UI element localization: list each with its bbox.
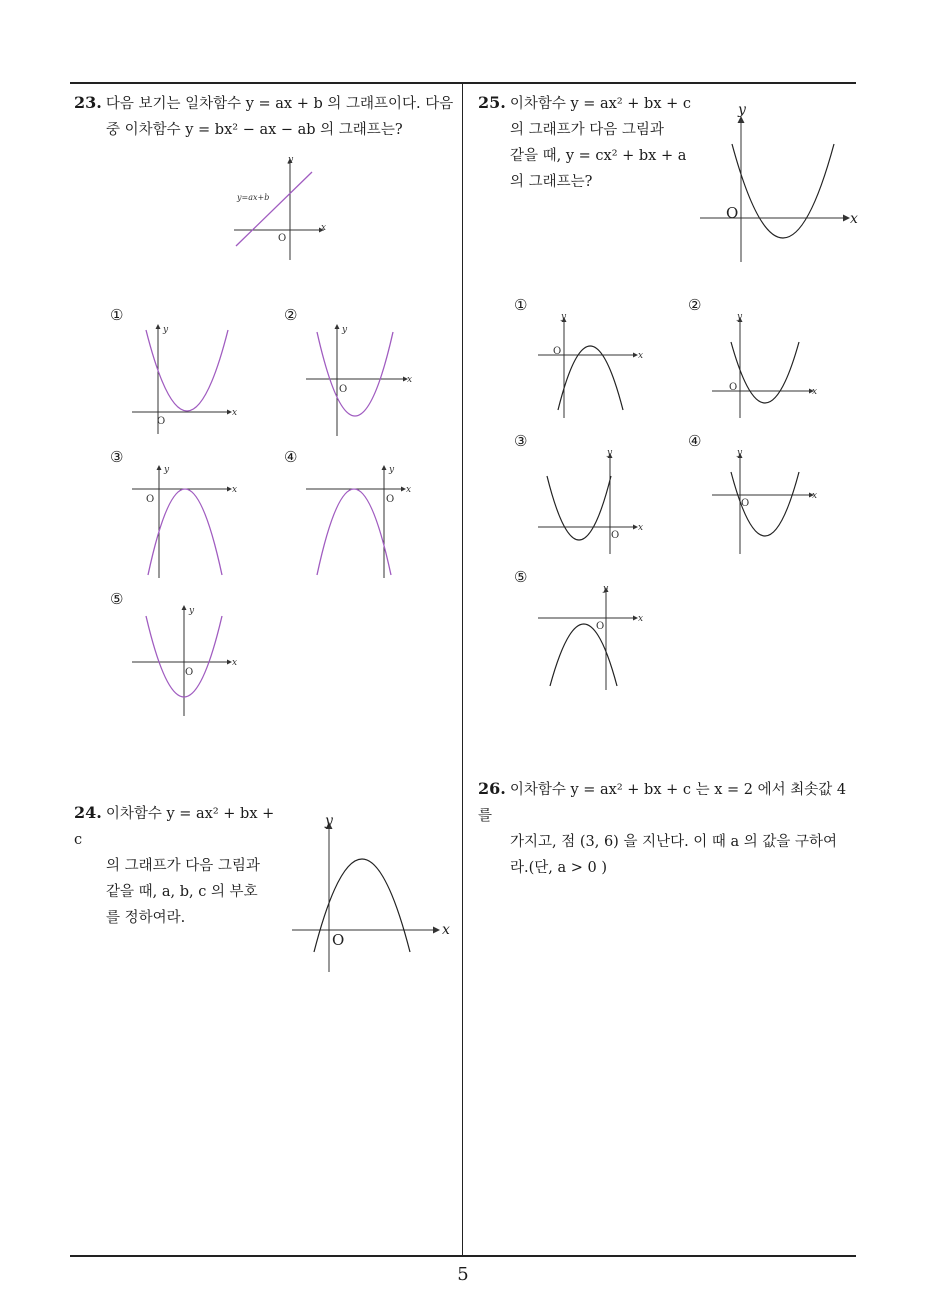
q25-choice-5-marker[interactable]: ⑤ [514, 568, 528, 586]
x-axis-label: x [812, 491, 818, 501]
question-23-line1 [74, 90, 460, 117]
question-25-number: 25. [478, 93, 506, 112]
y-axis-label: y [325, 813, 333, 829]
question-26 [478, 776, 862, 881]
origin-label: O [726, 204, 739, 222]
top-rule [70, 82, 856, 84]
origin-label: O [553, 346, 562, 357]
question-25-text3: 같을 때, y = cx² + bx + a [510, 148, 687, 164]
q23-choice-2-graph[interactable] [302, 320, 417, 438]
question-24-text1: 이차함수 y = ax² + bx + c [74, 806, 275, 848]
y-axis-label: y [189, 606, 195, 616]
x-axis-label: x [406, 485, 412, 495]
origin-label: O [386, 494, 395, 505]
y-axis-label: y [737, 448, 743, 458]
x-axis-label: x [407, 375, 413, 385]
y-axis-label: y [607, 448, 613, 458]
x-axis-label: x [442, 922, 450, 938]
q23-choice-4-graph[interactable] [302, 460, 417, 578]
question-24-number: 24. [74, 803, 102, 822]
y-axis-label: y [164, 465, 170, 475]
origin-label: O [741, 498, 750, 509]
x-axis-label: x [812, 387, 818, 397]
q25-choice-5-graph[interactable] [534, 582, 649, 692]
q25-choice-3-marker[interactable]: ③ [514, 432, 528, 450]
y-axis-label: y [163, 325, 169, 335]
origin-label: O [611, 530, 620, 541]
q23-choice-4-marker[interactable]: ④ [284, 448, 298, 466]
q23-choice-5-marker[interactable]: ⑤ [110, 590, 124, 608]
origin-label: O [339, 384, 348, 395]
q25-choice-1-marker[interactable]: ① [514, 296, 528, 314]
x-axis-label: x [321, 223, 327, 233]
page-number: 5 [457, 1264, 469, 1285]
question-25-text4: 의 그래프는? [510, 174, 593, 190]
q25-reference-graph [696, 98, 866, 264]
y-axis-label: y [288, 155, 294, 165]
x-axis-label: x [638, 523, 644, 533]
origin-label: O [146, 494, 155, 505]
y-axis-label: y [389, 465, 395, 475]
x-axis-label: x [232, 408, 238, 418]
q25-choice-4-marker[interactable]: ④ [688, 432, 702, 450]
y-axis-label: y [603, 584, 609, 594]
column-divider [462, 83, 463, 1256]
origin-label: O [278, 233, 287, 244]
question-26-text1: 이차함수 y = ax² + bx + c 는 x = 2 에서 최솟값 4 를 [478, 782, 847, 824]
q23-choice-5-graph[interactable] [128, 600, 243, 718]
origin-label: O [157, 416, 166, 427]
question-25-text2: 의 그래프가 다음 그림과 [510, 122, 664, 138]
question-25-text1: 이차함수 y = ax² + bx + c [509, 96, 691, 112]
question-23-text1: 다음 보기는 일차함수 y = ax + b 의 그래프이다. 다음 [105, 96, 454, 112]
q23-reference-graph [230, 152, 330, 264]
origin-label: O [332, 931, 345, 949]
question-23 [74, 90, 460, 143]
x-axis-label: x [232, 658, 238, 668]
origin-label: O [185, 667, 194, 678]
y-axis-label: y [737, 312, 743, 322]
q23-choice-2-marker[interactable]: ② [284, 306, 298, 324]
q25-choice-2-marker[interactable]: ② [688, 296, 702, 314]
q25-choice-2-graph[interactable] [708, 310, 823, 420]
question-24 [74, 800, 284, 931]
x-axis-label: x [232, 485, 238, 495]
q23-choice-3-marker[interactable]: ③ [110, 448, 124, 466]
bottom-rule [70, 1255, 856, 1257]
question-26-text2: 가지고, 점 (3, 6) 을 지난다. 이 때 a 의 값을 구하여 [510, 834, 838, 850]
q25-choice-3-graph[interactable] [534, 446, 649, 556]
question-26-number: 26. [478, 779, 506, 798]
x-axis-label: x [638, 351, 644, 361]
x-axis-label: x [638, 614, 644, 624]
question-25 [478, 90, 698, 195]
question-24-text2: 의 그래프가 다음 그림과 [106, 858, 260, 874]
y-axis-label: y [342, 325, 348, 335]
origin-label: O [729, 382, 738, 393]
origin-label: O [596, 621, 605, 632]
y-axis-label: y [738, 102, 746, 118]
question-23-text2: 중 이차함수 y = bx² − ax − ab 의 그래프는? [106, 122, 403, 138]
q23-choice-1-graph[interactable] [128, 320, 243, 434]
q25-choice-1-graph[interactable] [534, 310, 649, 420]
x-axis-label: x [850, 211, 858, 227]
question-24-text3: 같을 때, a, b, c 의 부호 [106, 884, 258, 900]
q24-graph [288, 812, 454, 974]
line-equation-label: y=ax+b [237, 193, 270, 202]
y-axis-label: y [561, 312, 567, 322]
q25-choice-4-graph[interactable] [708, 446, 823, 556]
question-23-number: 23. [74, 93, 102, 112]
q23-choice-1-marker[interactable]: ① [110, 306, 124, 324]
q23-choice-3-graph[interactable] [128, 460, 243, 578]
question-24-text4: 를 정하여라. [106, 910, 186, 926]
question-26-text3: 라.(단, a > 0 ) [510, 860, 608, 876]
